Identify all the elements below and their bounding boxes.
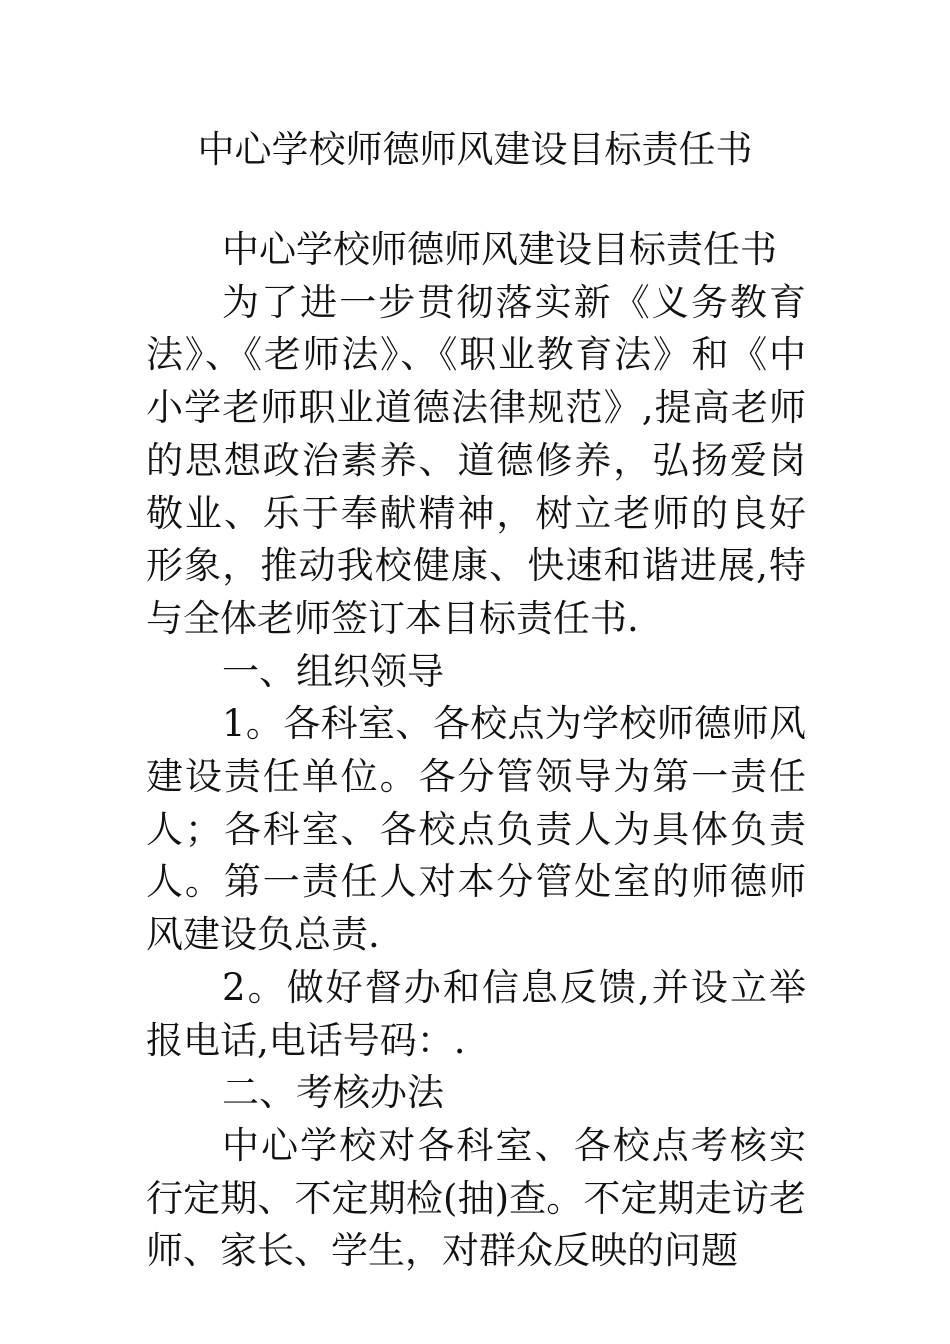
section-heading-organization: 一、组织领导 — [222, 649, 444, 693]
paragraph-item-1: 1。各科室、各校点为学校师德师风建设责任单位。各分管领导为第一责任人；各科室、各校点负责人为具体负责人。第一责任人对本分管处室的师德师风建设负总责. — [146, 702, 806, 957]
paragraph-repeated-title: 中心学校师德师风建设目标责任书 — [222, 228, 777, 271]
document-body — [146, 224, 806, 1278]
document-title: 中心学校师德师风建设目标责任书 — [197, 128, 753, 171]
paragraph-assessment: 中心学校对各科室、各校点考核实行定期、不定期检(抽)查。不定期走访老师、家长、学生，对群众反映的问题 — [146, 1123, 806, 1273]
section-heading-assessment: 二、考核办法 — [222, 1071, 444, 1115]
paragraph-item-2: 2。做好督办和信息反馈,并设立举报电话,电话号码：. — [146, 965, 806, 1062]
paragraph-intro: 为了进一步贯彻落实新《义务教育法》、《老师法》、《职业教育法》和《中小学老师职业道德法律规范》,提高老师的思想政治素养、道德修养，弘扬爱岗敬业、乐于奉献精神，树立老师的良好形象，推动我校健康、快速和谐进展,特与全体老师签订本目标责任书. — [146, 280, 806, 640]
